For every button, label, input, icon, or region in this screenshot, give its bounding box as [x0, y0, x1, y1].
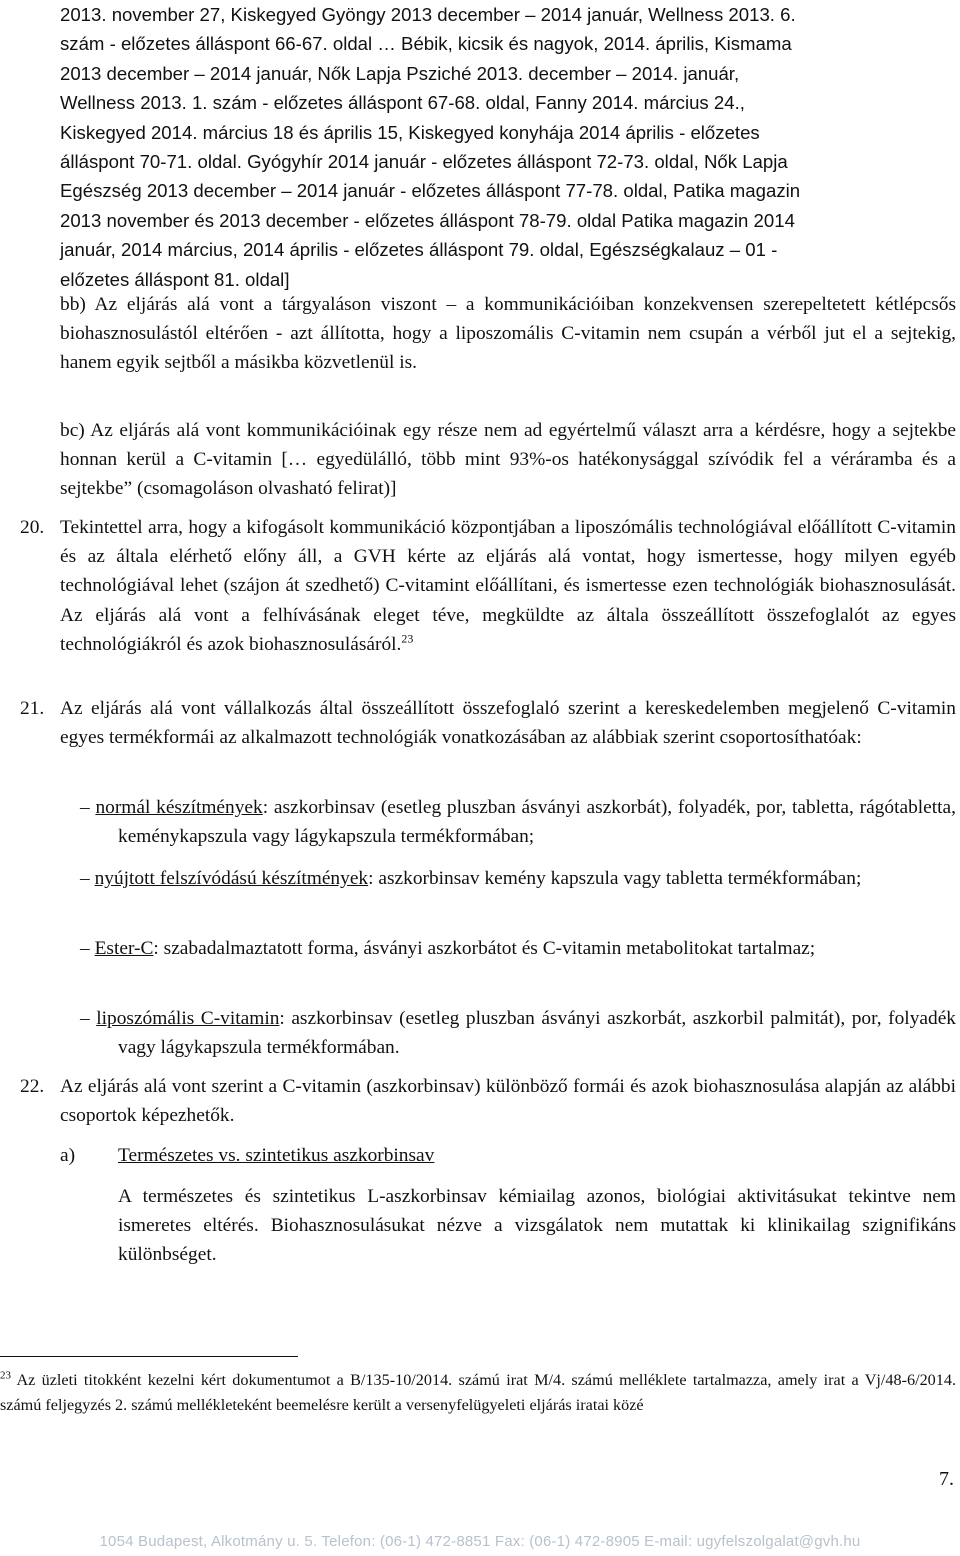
list-item: [80, 864, 956, 893]
paragraph-22: Az eljárás alá vont szerint a C-vitamin (aszkorbinsav) különböző formái és azok biohasznosulása alapján az alábbi csoportok képezhetők.: [60, 1076, 956, 1127]
list-item-text: : szabadalmaztatott forma, ásványi aszkorbátot és C-vitamin metabolitokat tartalmaz;: [153, 938, 816, 959]
citation-line: 2013 november és 2013 december - előzetes álláspont 78-79. oldal Patika magazin 2014: [60, 209, 795, 231]
footnote-reference[interactable]: 23: [401, 631, 414, 646]
list-item-term: Ester-C: [94, 938, 154, 959]
paragraph-number-22: 22.: [20, 1076, 45, 1097]
paragraph-bb: bb) Az eljárás alá vont a tárgyaláson viszont – a kommunikációiban konzekvensen szerepeltetett kétlépcsős biohasznosulástól eltérően - azt állította, hogy a liposzomális C-vitamin nem csupán a vérből jut el a sejtekig, hanem egyik sejtből a másikba közvetlenül is.: [60, 294, 956, 374]
list-item-text: : aszkorbinsav (esetleg pluszban ásványi aszkorbát), folyadék, por, tabletta, rágótabletta, keménykapszula vagy lágykapszula termékformában;: [118, 797, 956, 848]
paragraph-number-20: 20.: [20, 517, 45, 538]
list-item-term: liposzómális C-vitamin: [96, 1008, 280, 1029]
list-item-term: normál készítmények: [95, 797, 263, 818]
paragraph-20-text: Tekintettel arra, hogy a kifogásolt kommunikáció központjában a liposzómális technológiával előállított C-vitamin és az általa elérhető előny áll, a GVH kérte az eljárás alá vontat, hogy ismertesse, hogy milyen egyéb technológiával lehet (szájon át szedhető) C-vitamint előállítani, és ismertesse ezen technológiák biohasznosulását. Az eljárás alá vont a felhívásának eleget téve, megküldte az általa összeállított összefoglalót az egyes technológiákról és azok biohasznosulásáról.: [60, 517, 956, 655]
page-footer: 1054 Budapest, Alkotmány u. 5. Telefon: (06-1) 472-8851 Fax: (06-1) 472-8905 E-mail: ugyfelszolgalat@gvh.hu: [0, 1528, 960, 1556]
citation-block: [60, 0, 956, 294]
footnote-mark: 23: [0, 1369, 11, 1382]
citation-line: Wellness 2013. 1. szám - előzetes álláspont 67-68. oldal, Fanny 2014. március 24.,: [60, 92, 745, 114]
footnote-text: Az üzleti titokként kezelni kért dokumentumot a B/135-10/2014. számú irat M/4. számú melléklete tartalmazza, amely irat a Vj/48-6/2014. számú feljegyzés 2. számú mellékleteként beemelésre került a versenyfelügyeleti eljárás iratai közé: [0, 1371, 957, 1414]
citation-line: január, 2014 március, 2014 április - előzetes álláspont 79. oldal, Egészségkalauz – 01 -: [60, 239, 778, 261]
list-item-term: nyújtott felszívódású készítmények: [94, 868, 369, 889]
citation-line: Egészség 2013 december – 2014 január - előzetes álláspont 77-78. oldal, Patika magazin: [60, 180, 801, 202]
list-item: [80, 934, 956, 963]
citation-line: előzetes álláspont 81. oldal]: [60, 268, 290, 290]
paragraph-20: [60, 513, 956, 659]
subsection-text-a: A természetes és szintetikus L-aszkorbinsav kémiailag azonos, biológiai aktivitásukat tekintve nem ismeretes eltérés. Biohasznosulásukat nézve a vizsgálatok nem mutattak ki klinikailag szignifikáns különbséget.: [118, 1186, 956, 1266]
subsection-heading-a: Természetes vs. szintetikus aszkorbinsav: [118, 1145, 435, 1166]
dash-marker: –: [80, 1008, 90, 1029]
citation-line: álláspont 70-71. oldal. Gyógyhír 2014 január - előzetes álláspont 72-73. oldal, Nők Lapja: [60, 151, 788, 173]
list-item: [80, 793, 956, 851]
list-item-text: : aszkorbinsav (esetleg pluszban ásványi aszkorbát, aszkorbil palmitát), por, folyadék vagy lágykapszula termékformában.: [118, 1008, 956, 1059]
citation-line: szám - előzetes álláspont 66-67. oldal … Bébik, kicsik és nagyok, 2014. április, Kismama: [60, 33, 792, 55]
page-number: 7.: [939, 1468, 954, 1490]
footnote-separator: [0, 1356, 298, 1357]
footnote-23: [0, 1368, 956, 1418]
paragraph-bc: bc) Az eljárás alá vont kommunikációinak egy része nem ad egyértelmű választ arra a kérdésre, hogy a sejtekbe honnan kerül a C-vitamin [… egyedülálló, több mint 93%-os hatékonysággal szívódik fel a véráramba és a sejtekbe” (csomagoláson olvasható felirat)]: [60, 420, 956, 500]
list-item: [80, 1004, 956, 1062]
citation-line: 2013. november 27, Kiskegyed Gyöngy 2013 december – 2014 január, Wellness 2013. 6.: [60, 4, 796, 25]
subsection-label-a: a): [60, 1145, 76, 1166]
list-item-text: : aszkorbinsav kemény kapszula vagy tabletta termékformában;: [368, 868, 862, 889]
paragraph-number-21: 21.: [20, 698, 45, 719]
citation-line: Kiskegyed 2014. március 18 és április 15, Kiskegyed konyhája 2014 április - előzetes: [60, 121, 760, 143]
dash-marker: –: [80, 938, 90, 959]
paragraph-21: Az eljárás alá vont vállalkozás által összeállított összefoglaló szerint a kereskedelemben megjelenő C-vitamin egyes termékformái az alkalmazott technológiák vonatkozásában az alábbiak szerint csoportosíthatóak:: [60, 698, 956, 749]
citation-line: 2013 december – 2014 január, Nők Lapja Psziché 2013. december – 2014. január,: [60, 62, 740, 84]
dash-marker: –: [80, 868, 90, 889]
dash-marker: –: [80, 797, 90, 818]
